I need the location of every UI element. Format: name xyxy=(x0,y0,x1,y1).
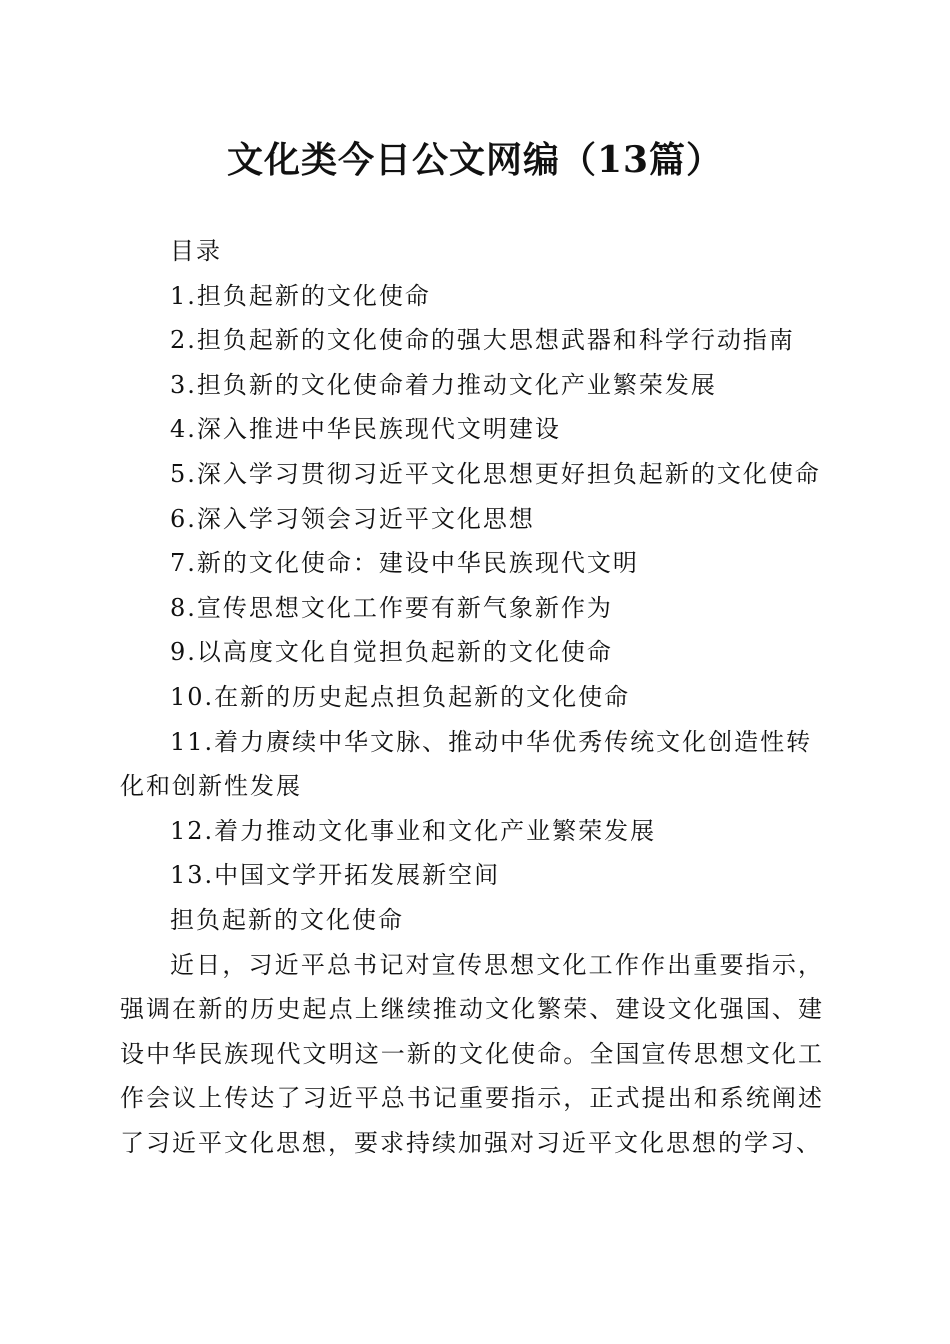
toc-item: 11.着力赓续中华文脉、推动中华优秀传统文化创造性转化和创新性发展 xyxy=(120,727,813,801)
toc-item: 4.深入推进中华民族现代文明建设 xyxy=(170,415,561,444)
toc-item: 13.中国文学开拓发展新空间 xyxy=(170,861,501,890)
section-heading: 担负起新的文化使命 xyxy=(170,905,404,934)
body-paragraph: 近日，习近平总书记对宣传思想文化工作作出重要指示，强调在新的历史起点上继续推动文化繁荣、建设文化强国、建设中华民族现代文明这一新的文化使命。全国宣传思想文化工作会议上传达了习近平总书记重要指示，正式提出和系统阐述了习近平文化思想，要求持续加强对习近平文化思想的学习、 xyxy=(120,950,824,1157)
toc-item: 5.深入学习贯彻习近平文化思想更好担负起新的文化使命 xyxy=(170,459,821,488)
toc-heading: 目录 xyxy=(170,237,222,265)
toc-item: 7.新的文化使命：建设中华民族现代文明 xyxy=(170,549,639,578)
toc-item: 3.担负新的文化使命着力推动文化产业繁荣发展 xyxy=(170,370,717,399)
toc-item: 9.以高度文化自觉担负起新的文化使命 xyxy=(170,638,613,667)
toc-item: 6.深入学习领会习近平文化思想 xyxy=(170,504,535,533)
toc-item: 10.在新的历史起点担负起新的文化使命 xyxy=(170,682,631,711)
toc-item: 2.担负起新的文化使命的强大思想武器和科学行动指南 xyxy=(170,326,795,355)
document-title: 文化类今日公文网编（13篇） xyxy=(226,139,724,181)
document-body xyxy=(120,229,824,1165)
toc-item: 1.担负起新的文化使命 xyxy=(170,281,431,310)
toc-item: 8.宣传思想文化工作要有新气象新作为 xyxy=(170,593,613,622)
toc-item: 12.着力推动文化事业和文化产业繁荣发展 xyxy=(170,816,657,845)
